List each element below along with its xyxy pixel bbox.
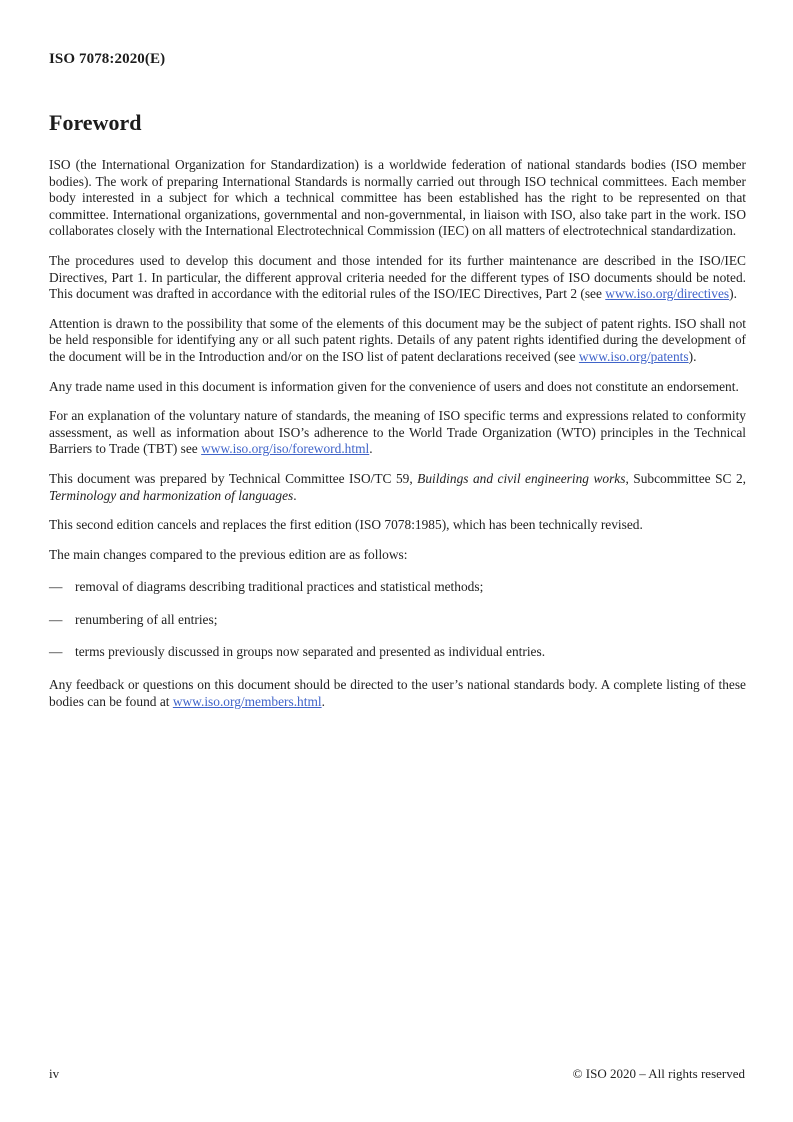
hyperlink[interactable]: www.iso.org/members.html	[172, 693, 322, 709]
list-item-text	[75, 644, 746, 661]
text-run: Any trade name used in this document is information given for the convenience of users and does not constitute an endorsement.	[49, 378, 739, 394]
text-run: This document was prepared by Technical Committee ISO/TC 59,	[49, 470, 418, 486]
text-run: The main changes compared to the previous edition are as follows:	[49, 546, 408, 562]
text-run: terms previously discussed in groups now separated and presented as individual entries.	[75, 644, 546, 660]
hyperlink[interactable]: www.iso.org/iso/foreword.html	[201, 441, 370, 457]
paragraph	[49, 316, 746, 366]
foreword-content	[49, 157, 746, 710]
hyperlink[interactable]: www.iso.org/patents	[578, 348, 689, 364]
paragraph	[49, 471, 746, 504]
text-run: , Subcommittee SC 2,	[625, 470, 746, 486]
paragraph	[49, 547, 746, 564]
italic-text: Buildings and civil engineering works	[417, 470, 626, 486]
text-run: For an explanation of the voluntary nature of standards, the meaning of ISO specific terms and expressions related to conformity assessment, as well as information about ISO’s adherence to the World Trade Organization (WTO) principles in the Technical Barriers to Trade (TBT) see	[49, 408, 746, 457]
paragraph	[49, 253, 746, 303]
italic-text: Terminology and harmonization of languages	[49, 487, 294, 503]
paragraph	[49, 379, 746, 396]
list-dash: —	[49, 644, 63, 660]
list-item-text	[75, 579, 746, 596]
list-item-text	[75, 612, 746, 629]
text-run: removal of diagrams describing traditional practices and statistical methods;	[75, 579, 484, 595]
text-run: ).	[688, 348, 697, 364]
text-run: Any feedback or questions on this document should be directed to the user’s national standards body. A complete listing of these bodies can be found at	[49, 677, 746, 709]
foreword-section	[49, 110, 746, 723]
text-run: This second edition cancels and replaces the first edition (ISO 7078:1985), which has been technically revised.	[49, 517, 643, 533]
document-id: ISO 7078:2020(E)	[49, 51, 166, 67]
text-run: .	[321, 693, 325, 709]
copyright-notice: © ISO 2020 – All rights reserved	[572, 1066, 745, 1081]
paragraph	[49, 517, 746, 534]
paragraph	[49, 408, 746, 458]
paragraph	[49, 157, 746, 240]
text-run: The procedures used to develop this document and those intended for its further maintenance are described in the ISO/IEC Directives, Part 1. In particular, the different approval criteria needed for the different types of ISO documents should be noted. This document was drafted in accordance with the editorial rules of the ISO/IEC Directives, Part 2 (see	[49, 252, 746, 302]
hyperlink[interactable]: www.iso.org/directives	[605, 286, 730, 302]
list-item	[49, 579, 746, 596]
page-footer	[49, 1066, 745, 1082]
list-item	[49, 612, 746, 629]
text-run: .	[293, 487, 297, 503]
text-run: ).	[729, 286, 737, 302]
page-title: Foreword	[49, 110, 142, 135]
text-run: renumbering of all entries;	[75, 611, 218, 627]
paragraph	[49, 677, 746, 710]
text-run: ISO (the International Organization for Standardization) is a worldwide federation of national standards bodies (ISO member bodies). The work of preparing International Standards is normally carried out through ISO technical committees. Each member body interested in a subject for which a technical committee has been established has the right to be represented on that committee. International organizations, governmental and non-governmental, in liaison with ISO, also take part in the work. ISO collaborates closely with the International Electrotechnical Commission (IEC) on all matters of electrotechnical standardization.	[49, 157, 746, 239]
text-run: Attention is drawn to the possibility that some of the elements of this document may be the subject of patent rights. ISO shall not be held responsible for identifying any or all such patent rights. Details of any patent rights identified during the development of the document will be in the Introduction and/or on the ISO list of patent declarations received (see	[49, 315, 746, 364]
page-number: iv	[49, 1066, 60, 1081]
text-run: .	[369, 441, 373, 457]
list-dash: —	[49, 611, 63, 627]
list-dash: —	[49, 579, 63, 595]
list-item	[49, 644, 746, 661]
